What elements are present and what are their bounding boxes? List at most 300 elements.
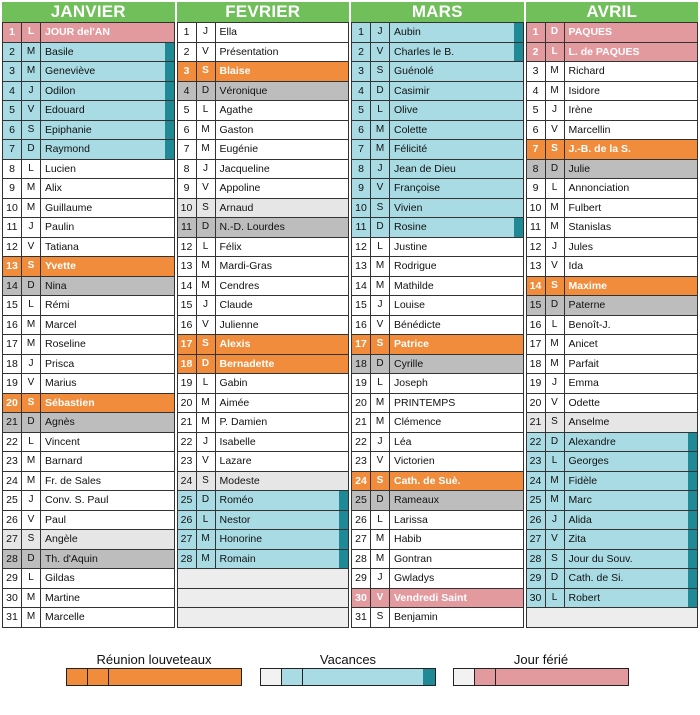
day-row — [2, 160, 175, 180]
day-number: 15 — [527, 296, 546, 315]
weekday-letter: D — [22, 277, 41, 296]
weekday-letter: J — [546, 101, 565, 120]
day-row — [2, 257, 175, 277]
vacances-bar — [339, 530, 348, 549]
saint-name: Cendres — [219, 279, 260, 292]
day-row — [526, 62, 699, 82]
weekday-letter: V — [22, 511, 41, 530]
month-header: JANVIER — [2, 2, 175, 22]
day-row — [526, 199, 699, 219]
day-number: 21 — [527, 413, 546, 432]
saint-name: Olive — [394, 104, 418, 116]
saint-name: Romain — [219, 552, 256, 565]
weekday-letter: L — [546, 43, 565, 62]
saint-name: Emma — [568, 377, 599, 389]
day-row — [526, 608, 699, 628]
day-row — [177, 199, 350, 219]
weekday-letter: J — [371, 569, 390, 588]
day-number: 20 — [352, 394, 371, 413]
saint-name: Tatiana — [45, 240, 79, 253]
weekday-letter: M — [371, 277, 390, 296]
day-row — [2, 101, 175, 121]
day-row — [177, 472, 350, 492]
day-number: 29 — [527, 569, 546, 588]
day-row — [2, 179, 175, 199]
day-number: 5 — [527, 101, 546, 120]
day-row — [351, 355, 524, 375]
day-number: 13 — [527, 257, 546, 276]
saint-name: Odilon — [45, 84, 76, 97]
day-number: 3 — [527, 62, 546, 81]
saint-name: Stanislas — [568, 221, 612, 233]
day-row — [2, 238, 175, 258]
day-number: 1 — [352, 23, 371, 42]
saint-name: Joseph — [394, 377, 428, 389]
day-row — [351, 569, 524, 589]
saint-name: Martine — [45, 591, 81, 604]
saint-name: Sébastien — [45, 396, 95, 409]
day-row — [526, 160, 699, 180]
day-row — [351, 199, 524, 219]
day-number: 30 — [3, 589, 22, 608]
day-row — [526, 491, 699, 511]
day-row — [526, 433, 699, 453]
day-row — [526, 140, 699, 160]
saint-name: Epiphanie — [45, 123, 92, 136]
saint-name: Julienne — [219, 318, 259, 331]
saint-name: P. Damien — [219, 416, 268, 428]
day-row — [2, 121, 175, 141]
day-row — [351, 413, 524, 433]
day-number: 7 — [352, 140, 371, 159]
weekday-letter: M — [371, 550, 390, 569]
weekday-letter: M — [371, 140, 390, 159]
saint-name: Barnard — [45, 455, 83, 467]
day-row — [526, 218, 699, 238]
saint-name: JOUR del'AN — [45, 26, 110, 38]
weekday-letter: V — [371, 179, 390, 198]
saint-name: Jules — [568, 240, 594, 253]
weekday-letter: S — [371, 199, 390, 218]
day-number: 26 — [3, 511, 22, 530]
day-number: 6 — [352, 121, 371, 140]
weekday-letter: M — [22, 472, 41, 491]
day-row — [177, 355, 350, 375]
saint-name: Marcel — [45, 318, 77, 331]
weekday-letter: V — [197, 179, 216, 198]
saint-name: Colette — [394, 123, 428, 136]
vacances-bar — [165, 82, 174, 101]
vacances-bar — [514, 218, 523, 237]
day-row — [526, 511, 699, 531]
day-row — [351, 589, 524, 609]
month-header: MARS — [351, 2, 524, 22]
day-number: 2 — [527, 43, 546, 62]
weekday-letter: V — [371, 43, 390, 62]
saint-name: Appoline — [219, 182, 261, 194]
weekday-letter: M — [371, 257, 390, 276]
weekday-letter: S — [371, 608, 390, 627]
day-number: 14 — [527, 277, 546, 296]
saint-name: Jean de Dieu — [394, 162, 456, 175]
day-number: 6 — [178, 121, 197, 140]
day-number: 26 — [527, 511, 546, 530]
day-number: 21 — [3, 413, 22, 432]
day-number: 15 — [178, 296, 197, 315]
day-number: 9 — [527, 179, 546, 198]
weekday-letter: M — [546, 62, 565, 81]
day-row — [351, 238, 524, 258]
day-row — [351, 62, 524, 82]
weekday-letter: J — [22, 218, 41, 237]
day-number: 1 — [527, 23, 546, 42]
day-number: 23 — [352, 452, 371, 471]
day-number: 13 — [178, 257, 197, 276]
day-row — [351, 23, 524, 43]
saint-name: Habib — [394, 533, 422, 545]
weekday-letter: V — [546, 530, 565, 549]
day-row — [177, 335, 350, 355]
day-row — [2, 511, 175, 531]
day-row — [177, 511, 350, 531]
day-number: 25 — [352, 491, 371, 510]
day-row — [526, 569, 699, 589]
day-number: 19 — [352, 374, 371, 393]
saint-name: Nina — [45, 279, 67, 292]
day-number: 8 — [3, 160, 22, 179]
weekday-letter: D — [546, 160, 565, 179]
day-row — [177, 218, 350, 238]
day-number: 6 — [3, 121, 22, 140]
weekday-letter: J — [371, 296, 390, 315]
day-number: 28 — [527, 550, 546, 569]
weekday-letter: S — [197, 335, 216, 354]
day-number: 21 — [178, 413, 197, 432]
day-row — [351, 316, 524, 336]
day-row — [526, 179, 699, 199]
saint-name: Félicité — [394, 143, 428, 155]
weekday-letter: L — [22, 433, 41, 452]
weekday-letter: J — [546, 511, 565, 530]
day-row — [526, 23, 699, 43]
saint-name: Vincent — [45, 435, 80, 448]
weekday-letter: V — [371, 452, 390, 471]
weekday-letter: L — [22, 23, 41, 42]
day-row — [2, 140, 175, 160]
day-row — [177, 238, 350, 258]
day-row — [177, 62, 350, 82]
weekday-letter: L — [22, 569, 41, 588]
vacances-bar — [688, 491, 697, 510]
weekday-letter: D — [22, 550, 41, 569]
weekday-letter: J — [22, 491, 41, 510]
weekday-letter: V — [197, 452, 216, 471]
weekday-letter: M — [546, 472, 565, 491]
saint-name: Guillaume — [45, 201, 93, 214]
day-number: 10 — [178, 199, 197, 218]
vacances-bar — [339, 491, 348, 510]
saint-name: Patrice — [394, 338, 430, 350]
day-row — [526, 43, 699, 63]
day-row — [526, 335, 699, 355]
weekday-letter: J — [197, 23, 216, 42]
day-row — [2, 530, 175, 550]
day-row — [526, 101, 699, 121]
weekday-letter: L — [371, 374, 390, 393]
saint-name: Cath. de Suè. — [394, 474, 461, 487]
day-number: 24 — [527, 472, 546, 491]
day-number: 22 — [178, 433, 197, 452]
day-number: 28 — [178, 550, 197, 569]
weekday-letter: S — [197, 62, 216, 81]
day-number: 17 — [3, 335, 22, 354]
weekday-letter: S — [546, 413, 565, 432]
day-number: 21 — [352, 413, 371, 432]
weekday-letter: M — [197, 140, 216, 159]
day-row — [351, 433, 524, 453]
weekday-letter: D — [197, 218, 216, 237]
weekday-letter: D — [22, 140, 41, 159]
day-number: 25 — [527, 491, 546, 510]
day-number: 2 — [352, 43, 371, 62]
day-row — [526, 257, 699, 277]
weekday-letter: L — [197, 238, 216, 257]
saint-name: Lazare — [219, 455, 252, 467]
day-number: 3 — [3, 62, 22, 81]
saint-name: Cath. de Si. — [568, 572, 624, 584]
weekday-letter: D — [371, 355, 390, 374]
weekday-letter: S — [371, 62, 390, 81]
day-row — [177, 550, 350, 570]
vacances-bar — [165, 121, 174, 140]
weekday-letter: V — [546, 394, 565, 413]
saint-name: Marc — [568, 494, 592, 506]
day-number: 14 — [178, 277, 197, 296]
saint-name: Bernadette — [219, 357, 275, 370]
weekday-letter: M — [22, 199, 41, 218]
weekday-letter: M — [197, 277, 216, 296]
day-number: 19 — [178, 374, 197, 393]
saint-name: Th. d'Aquin — [45, 552, 98, 565]
vacances-bar — [165, 62, 174, 81]
weekday-letter: S — [22, 530, 41, 549]
day-row — [526, 394, 699, 414]
saint-name: Larissa — [394, 513, 428, 526]
weekday-letter: J — [197, 296, 216, 315]
saint-name: Aubin — [394, 26, 421, 38]
saint-name: Charles le B. — [394, 45, 455, 58]
day-number: 24 — [178, 472, 197, 491]
day-row — [526, 550, 699, 570]
saint-name: Angèle — [45, 533, 78, 545]
saint-name: Casimir — [394, 84, 430, 97]
saint-name: Gildas — [45, 572, 75, 584]
day-number: 8 — [527, 160, 546, 179]
vacances-bar — [688, 530, 697, 549]
day-row — [177, 394, 350, 414]
saint-name: Alexandre — [568, 435, 616, 448]
vacances-bar — [688, 452, 697, 471]
saint-name: Maxime — [568, 279, 608, 292]
saint-name: Clémence — [394, 416, 442, 428]
day-row — [2, 452, 175, 472]
day-row — [526, 472, 699, 492]
weekday-letter: S — [546, 140, 565, 159]
day-number: 8 — [352, 160, 371, 179]
day-number: 19 — [527, 374, 546, 393]
weekday-letter: M — [22, 589, 41, 608]
day-number: 12 — [178, 238, 197, 257]
day-number: 9 — [3, 179, 22, 198]
weekday-letter: M — [371, 413, 390, 432]
day-number: 18 — [3, 355, 22, 374]
weekday-letter: S — [197, 472, 216, 491]
weekday-letter: M — [197, 550, 216, 569]
day-number: 11 — [352, 218, 371, 237]
day-row — [351, 121, 524, 141]
day-number: 10 — [3, 199, 22, 218]
vacances-bar — [514, 43, 523, 62]
day-row — [177, 491, 350, 511]
day-row — [351, 335, 524, 355]
saint-name: Prisca — [45, 357, 75, 370]
day-number: 18 — [527, 355, 546, 374]
day-number: 12 — [527, 238, 546, 257]
day-row — [177, 316, 350, 336]
day-row — [526, 452, 699, 472]
day-row — [2, 355, 175, 375]
saint-name: Roseline — [45, 338, 86, 350]
saint-name: Alexis — [219, 338, 251, 350]
day-number: 24 — [3, 472, 22, 491]
saint-name: J.-B. de la S. — [568, 143, 631, 155]
day-number: 24 — [352, 472, 371, 491]
day-number: 10 — [352, 199, 371, 218]
vacances-bar — [165, 140, 174, 159]
weekday-letter: M — [546, 218, 565, 237]
saint-name: Vivien — [394, 201, 423, 214]
day-row — [177, 179, 350, 199]
day-number: 16 — [527, 316, 546, 335]
day-row — [177, 82, 350, 102]
saint-name: Odette — [568, 396, 601, 409]
day-row — [177, 413, 350, 433]
weekday-letter: S — [546, 277, 565, 296]
day-row — [526, 82, 699, 102]
day-number: 4 — [178, 82, 197, 101]
saint-name: Irène — [568, 104, 593, 116]
saint-name: Gabin — [219, 377, 248, 389]
day-number: 30 — [352, 589, 371, 608]
weekday-letter: L — [197, 374, 216, 393]
weekday-letter: J — [197, 160, 216, 179]
weekday-letter: D — [371, 82, 390, 101]
day-row — [2, 491, 175, 511]
day-row — [351, 472, 524, 492]
day-row — [177, 608, 350, 628]
weekday-letter: M — [197, 121, 216, 140]
day-number: 4 — [3, 82, 22, 101]
weekday-letter: M — [371, 121, 390, 140]
day-number: 9 — [352, 179, 371, 198]
month-mars — [351, 2, 524, 628]
day-number: 7 — [527, 140, 546, 159]
day-number: 13 — [3, 257, 22, 276]
day-number: 11 — [527, 218, 546, 237]
weekday-letter: V — [22, 374, 41, 393]
day-row — [177, 374, 350, 394]
weekday-letter: V — [22, 238, 41, 257]
day-row — [177, 43, 350, 63]
day-number: 20 — [3, 394, 22, 413]
weekday-letter: L — [546, 179, 565, 198]
saint-name: Guénolé — [394, 65, 434, 77]
weekday-letter: S — [371, 472, 390, 491]
saint-name: Blaise — [219, 65, 251, 77]
day-row — [351, 511, 524, 531]
day-number: 29 — [3, 569, 22, 588]
saint-name: Julie — [568, 162, 591, 175]
saint-name: Yvette — [45, 260, 76, 272]
day-number: 30 — [527, 589, 546, 608]
weekday-letter: D — [197, 355, 216, 374]
vacances-bar — [339, 511, 348, 530]
vacances-bar — [339, 550, 348, 569]
day-number: 18 — [178, 355, 197, 374]
saint-name: Vendredi Saint — [394, 591, 467, 604]
legend-ferie-label: Jour férié — [513, 652, 569, 667]
day-row — [351, 277, 524, 297]
weekday-letter: V — [546, 121, 565, 140]
month-header: FEVRIER — [177, 2, 350, 22]
day-row — [2, 316, 175, 336]
weekday-letter: S — [371, 335, 390, 354]
day-row — [2, 43, 175, 63]
day-row — [2, 589, 175, 609]
day-number: 1 — [3, 23, 22, 42]
day-number: 20 — [178, 394, 197, 413]
month-avril — [526, 2, 699, 628]
weekday-letter: J — [371, 23, 390, 42]
saint-name: Zita — [568, 533, 587, 545]
saint-name: Paterne — [568, 299, 606, 311]
day-number: 2 — [178, 43, 197, 62]
day-number: 29 — [352, 569, 371, 588]
day-number: 31 — [352, 608, 371, 627]
day-number: 10 — [527, 199, 546, 218]
weekday-letter: L — [371, 511, 390, 530]
saint-name: Benjamin — [394, 611, 438, 623]
saint-name: Modeste — [219, 474, 260, 487]
saint-name: Rémi — [45, 299, 70, 311]
saint-name: PAQUES — [568, 26, 613, 38]
saint-name: Isidore — [568, 84, 601, 97]
day-row — [351, 82, 524, 102]
saint-name: Agnès — [45, 416, 75, 428]
day-row — [177, 296, 350, 316]
weekday-letter: L — [371, 238, 390, 257]
saint-name: Gontran — [394, 552, 432, 565]
day-row — [351, 218, 524, 238]
saint-name: Fidèle — [568, 474, 598, 487]
saint-name: Rosine — [394, 221, 427, 233]
saint-name: Bénédicte — [394, 318, 441, 331]
day-row — [526, 277, 699, 297]
weekday-letter: M — [22, 452, 41, 471]
weekday-letter: D — [371, 491, 390, 510]
day-row — [2, 335, 175, 355]
day-row — [351, 257, 524, 277]
